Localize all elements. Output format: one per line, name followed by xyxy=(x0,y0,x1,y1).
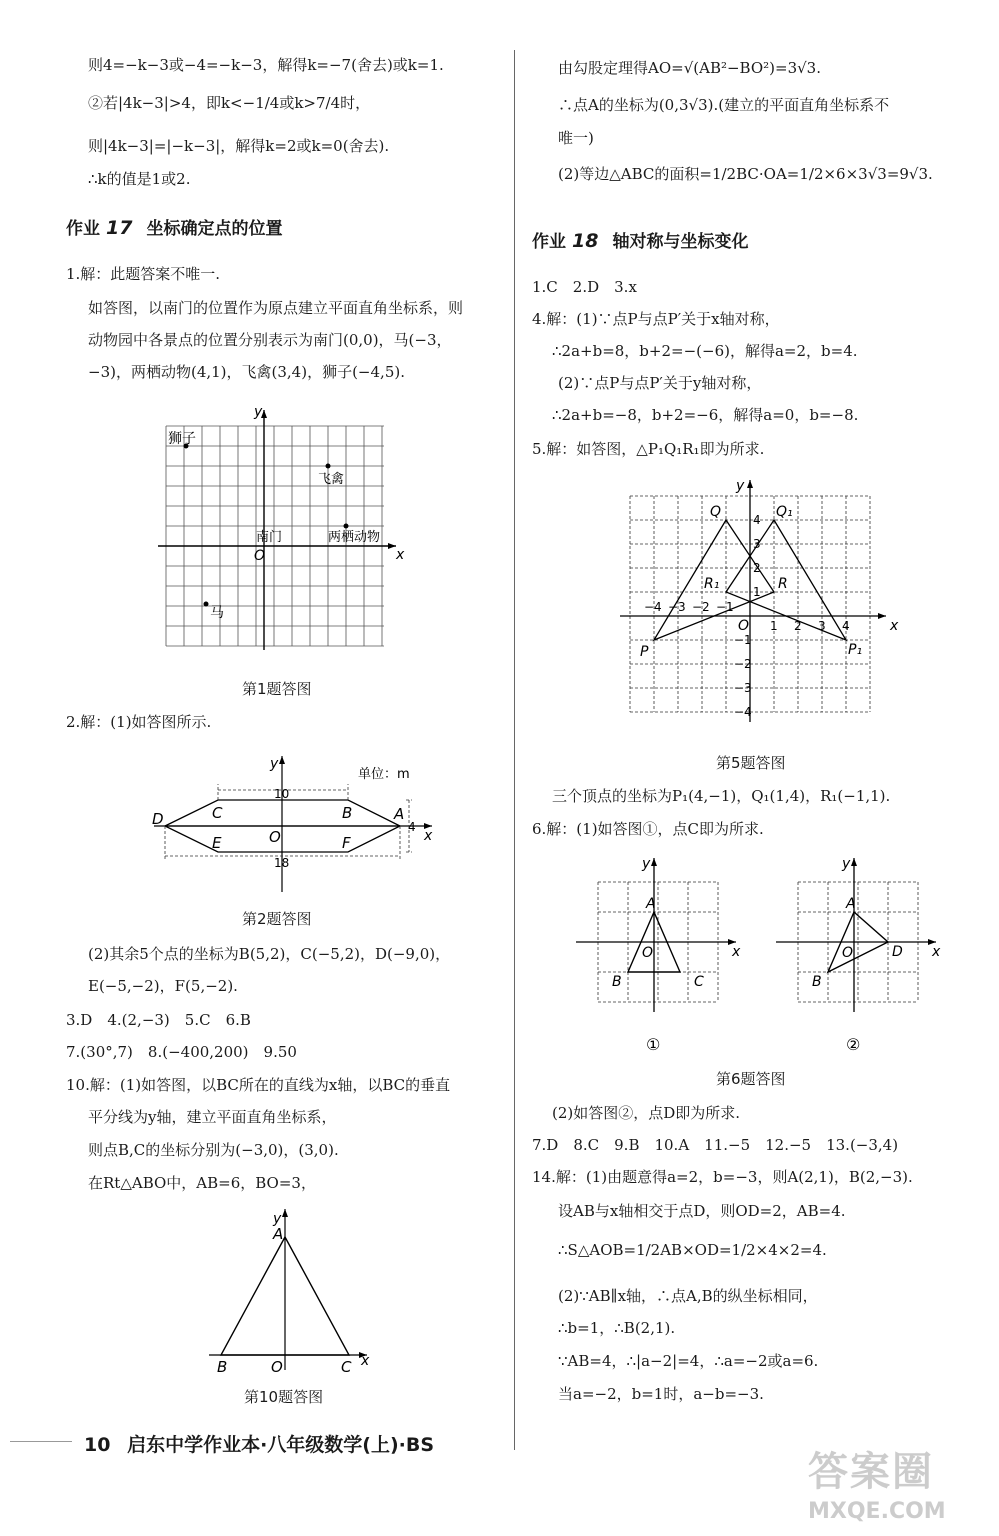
point-R: R xyxy=(778,576,788,592)
x-tick: −3 xyxy=(668,600,686,614)
bird-point xyxy=(326,464,331,469)
y-label: y xyxy=(254,404,263,420)
text-line: (2)∵AB∥x轴，∴点A,B的纵坐标相同， xyxy=(558,1287,818,1305)
x-tick: 3 xyxy=(818,619,826,633)
text-line: 则|4k−3|=|−k−3|，解得k=2或k=0(舍去). xyxy=(88,137,390,155)
origin-label: O xyxy=(269,828,281,846)
page-number: 10 xyxy=(84,1434,111,1456)
figure-6-1 xyxy=(572,852,752,1052)
text-line: (2)等边△ABC的面积=1/2BC·OA=1/2×6×3√3=9√3. xyxy=(558,165,933,183)
x-label: x xyxy=(890,618,899,634)
text-line: 动物园中各景点的位置分别表示为南门(0,0)，马(−3， xyxy=(88,331,452,349)
figure-10-triangle xyxy=(205,1205,375,1375)
text-line: 3.D 4.(2,−3) 5.C 6.B xyxy=(66,1011,251,1029)
point-B: B xyxy=(217,1358,228,1376)
point-Q: Q xyxy=(710,504,722,520)
text-line: 14.解：(1)由题意得a=2，b=−3，则A(2,1)，B(2,−3). xyxy=(532,1168,913,1186)
heading-prefix: 作业 xyxy=(532,232,566,252)
heading-number: 18 xyxy=(572,230,599,252)
point-P: P xyxy=(640,644,649,660)
point-Q1: Q₁ xyxy=(776,504,793,520)
page-footer xyxy=(84,1430,434,1457)
y-tick: −2 xyxy=(734,657,752,671)
bird-label: 飞禽 xyxy=(318,472,345,487)
text-line: 设AB与x轴相交于点D，则OD=2，AB=4. xyxy=(558,1202,846,1220)
watermark xyxy=(808,1440,988,1530)
x-tick: −4 xyxy=(644,600,662,614)
text-line: 5.解：如答图，△P₁Q₁R₁即为所求. xyxy=(532,440,765,458)
text-line: 如答图，以南门的位置作为原点建立平面直角坐标系，则 xyxy=(88,299,464,317)
y-tick: 4 xyxy=(753,513,761,527)
text-line: ∴S△AOB=1/2AB×OD=1/2×4×2=4. xyxy=(558,1241,827,1259)
figure-5-caption: 第5题答图 xyxy=(716,754,786,772)
figure-10-caption: 第10题答图 xyxy=(244,1388,324,1406)
x-tick: −2 xyxy=(692,600,710,614)
text-line: 4.解：(1)∵点P与点P′关于x轴对称， xyxy=(532,310,780,328)
x-tick: −1 xyxy=(716,600,734,614)
origin-label: O xyxy=(642,945,654,961)
text-line: ∵AB=4，∴|a−2|=4，∴a=−2或a=6. xyxy=(558,1352,819,1370)
figure-2-diagram xyxy=(150,752,450,892)
text-line: 2.解：(1)如答图所示. xyxy=(66,713,212,731)
figure-2-caption: 第2题答图 xyxy=(242,910,312,928)
x-label: x xyxy=(732,944,741,960)
point-F: F xyxy=(342,834,351,852)
point-A: A xyxy=(846,896,856,912)
x-tick: 4 xyxy=(842,619,850,633)
unit-label: 单位：m xyxy=(358,767,410,782)
point-D: D xyxy=(892,944,903,960)
watermark-logo: 答案圈 xyxy=(808,1449,934,1495)
point-B: B xyxy=(612,974,622,990)
text-line: (2)如答图②，点D即为所求. xyxy=(552,1104,741,1122)
heading-title: 坐标确定点的位置 xyxy=(146,219,283,239)
text-line: ∴k的值是1或2. xyxy=(88,170,191,188)
text-line: ∴2a+b=8，b+2=−(−6)，解得a=2，b=4. xyxy=(552,342,858,360)
section-heading-18 xyxy=(532,227,748,252)
text-line: ∴2a+b=−8，b+2=−6，解得a=0，b=−8. xyxy=(552,406,859,424)
text-line: 7.(30°,7) 8.(−400,200) 9.50 xyxy=(66,1043,297,1061)
point-A: A xyxy=(646,896,656,912)
figure-number-1: ① xyxy=(646,1035,661,1054)
text-line: E(−5,−2)，F(5,−2). xyxy=(88,977,238,995)
origin-label: O xyxy=(271,1358,283,1376)
point-B: B xyxy=(812,974,822,990)
heading-title: 轴对称与坐标变化 xyxy=(612,232,749,252)
horse-point xyxy=(204,602,209,607)
x-label: x xyxy=(932,944,941,960)
point-E: E xyxy=(212,834,222,852)
text-line: 唯一) xyxy=(558,129,594,147)
figure-6-2 xyxy=(772,852,952,1052)
point-B: B xyxy=(342,804,353,822)
point-C: C xyxy=(212,804,223,822)
text-line: 当a=−2，b=1时，a−b=−3. xyxy=(558,1385,764,1403)
x-label: x xyxy=(424,828,433,844)
book-title: 启东中学作业本·八年级数学(上)·BS xyxy=(127,1434,435,1456)
x-label: x xyxy=(361,1353,370,1369)
footer-rule xyxy=(10,1441,72,1442)
point-R1: R₁ xyxy=(704,576,720,592)
y-tick: 1 xyxy=(753,585,761,599)
y-label: y xyxy=(642,856,651,872)
text-line: 平分线为y轴，建立平面直角坐标系， xyxy=(88,1108,337,1126)
heading-number: 17 xyxy=(106,217,133,239)
y-tick: 3 xyxy=(753,537,761,551)
y-tick: −4 xyxy=(734,705,752,719)
text-line: (2)其余5个点的坐标为B(5,2)，C(−5,2)，D(−9,0)， xyxy=(88,945,451,963)
origin-label: O xyxy=(254,548,266,564)
figure-6-caption: 第6题答图 xyxy=(716,1070,786,1088)
lion-label: 狮子 xyxy=(168,431,196,447)
section-heading-17 xyxy=(66,214,282,239)
y-tick: 2 xyxy=(753,561,761,575)
figure-number-2: ② xyxy=(846,1035,861,1054)
figure-1-caption: 第1题答图 xyxy=(242,680,312,698)
text-line: 10.解：(1)如答图，以BC所在的直线为x轴，以BC的垂直 xyxy=(66,1076,451,1094)
text-line: 由勾股定理得AO=√(AB²−BO²)=3√3. xyxy=(558,59,821,77)
text-line: −3)，两栖动物(4,1)，飞禽(3,4)，狮子(−4,5). xyxy=(88,363,405,381)
south-gate-label: 南门 xyxy=(256,530,283,545)
text-line: 1.解：此题答案不唯一. xyxy=(66,265,221,283)
text-line: ∴b=1，∴B(2,1). xyxy=(558,1319,676,1337)
point-C: C xyxy=(341,1358,352,1376)
figure-1-grid xyxy=(150,400,420,660)
text-line: 三个顶点的坐标为P₁(4,−1)，Q₁(1,4)，R₁(−1,1). xyxy=(552,787,891,805)
point-A: A xyxy=(273,1225,284,1243)
origin-label: O xyxy=(842,945,854,961)
x-tick: 1 xyxy=(770,619,778,633)
figure-5-reflection xyxy=(610,476,900,726)
point-P1: P₁ xyxy=(848,642,863,658)
width-10-label: 10 xyxy=(274,787,290,801)
y-label: y xyxy=(842,856,851,872)
text-line: 1.C 2.D 3.x xyxy=(532,278,637,296)
y-tick: −1 xyxy=(734,633,752,647)
heading-prefix: 作业 xyxy=(66,219,100,239)
x-label: x xyxy=(396,547,405,563)
text-line: 则4=−k−3或−4=−k−3，解得k=−7(舍去)或k=1. xyxy=(88,56,444,74)
width-18-label: 18 xyxy=(274,856,290,870)
point-D: D xyxy=(152,810,164,828)
x-tick: 2 xyxy=(794,619,802,633)
column-divider xyxy=(514,50,515,1450)
amphibian-label: 两栖动物 xyxy=(328,530,381,545)
y-tick: −3 xyxy=(734,681,752,695)
horse-label: 马 xyxy=(210,605,224,621)
text-line: 7.D 8.C 9.B 10.A 11.−5 12.−5 13.(−3,4) xyxy=(532,1136,899,1154)
point-A: A xyxy=(394,805,405,823)
height-4-label: 4 xyxy=(408,820,416,834)
y-label: y xyxy=(736,478,745,494)
text-line: ②若|4k−3|>4，即k<−1/4或k>7/4时， xyxy=(88,94,371,112)
y-label: y xyxy=(270,756,279,772)
point-C: C xyxy=(694,974,704,990)
watermark-url: MXQE.COM xyxy=(808,1499,946,1524)
text-line: ∴点A的坐标为(0,3√3).(建立的平面直角坐标系不 xyxy=(558,96,890,114)
text-line: 则点B,C的坐标分别为(−3,0)，(3,0). xyxy=(88,1141,339,1159)
amphibian-point xyxy=(344,524,349,529)
origin-label: O xyxy=(738,618,750,634)
y-label: y xyxy=(273,1211,282,1227)
text-line: 在Rt△ABO中，AB=6，BO=3， xyxy=(88,1174,316,1192)
text-line: (2)∵点P与点P′关于y轴对称， xyxy=(558,374,762,392)
text-line: 6.解：(1)如答图①，点C即为所求. xyxy=(532,820,764,838)
